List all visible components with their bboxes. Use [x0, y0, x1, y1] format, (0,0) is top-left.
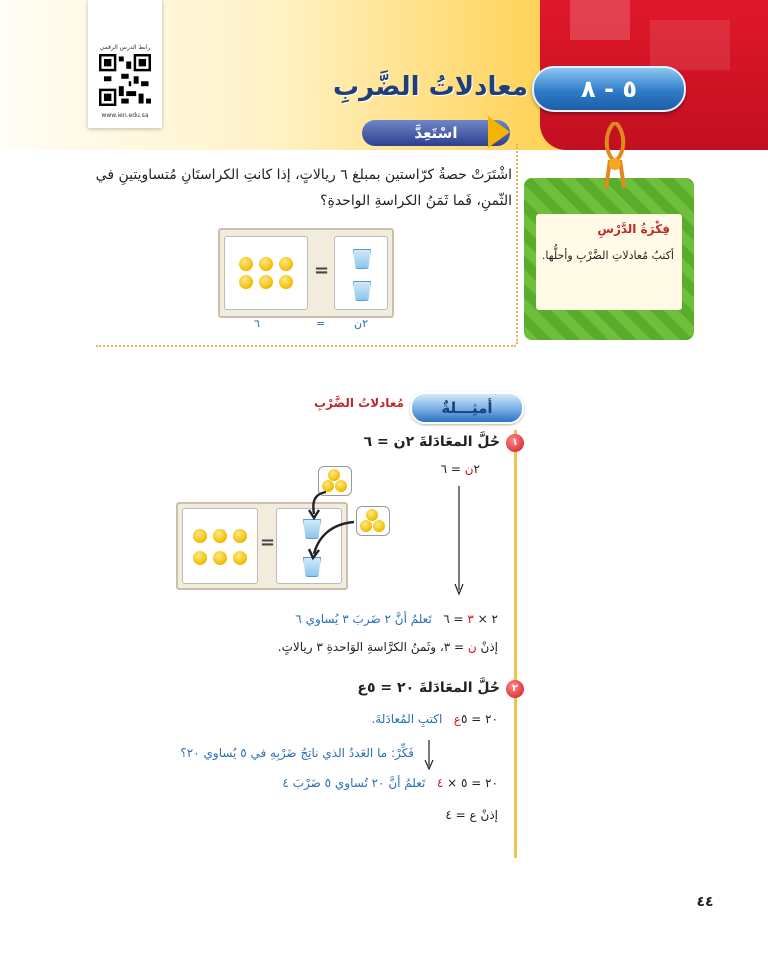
- eq-part: ٢٠ = ٥: [460, 712, 498, 726]
- example-1-heading: حُلَّ المعَادَلةَ ٢ن = ٦: [363, 434, 500, 450]
- rope-knot-icon: [600, 122, 630, 190]
- coin-icon: [213, 551, 227, 565]
- ready-arrow-icon: [488, 116, 510, 148]
- qr-title: رابط الدرس الرقمي: [99, 44, 151, 51]
- page-number: ٤٤: [696, 894, 714, 910]
- eq-part: = ٣، وثَمنُ الكرَّاسةِ الوَاحدةِ ٣ ريالاتٍ.: [277, 640, 468, 654]
- example-1-number: ١: [506, 434, 524, 452]
- coins-tile: [224, 236, 308, 310]
- ready-section-label: اسْتَعِدَّ: [362, 120, 510, 146]
- coin-icon: [193, 529, 207, 543]
- example-2-think-prompt: فَكِّرْ: ما العَددُ الذي ناتِجُ ضَرْبِهِ في ٥ يُساوي ٢٠؟: [180, 746, 414, 760]
- eq-part: = ٦: [443, 612, 468, 626]
- cups-tile: [334, 236, 388, 310]
- coin-icon: [213, 529, 227, 543]
- coin-icon: [328, 469, 340, 481]
- step-note: تَعلمُ أنَّ ٢ ضَربَ ٣ يُساوي ٦: [295, 612, 432, 626]
- examples-label: أمثِـــلةٌ: [410, 392, 524, 424]
- ready-equation-model: [218, 228, 394, 318]
- eq-part: = ٦: [440, 462, 465, 476]
- coin-icon: [233, 529, 247, 543]
- example-1-step: [246, 612, 498, 626]
- equals-sign: =: [314, 260, 330, 281]
- example-2-heading: حُلَّ المعَادَلةَ ٢٠ = ٥ع: [357, 680, 500, 696]
- example-2-equation: [310, 712, 498, 726]
- model-label-equals: =: [316, 317, 326, 330]
- qr-code-icon: [99, 54, 151, 106]
- lesson-title: معادلاتُ الضَّربِ: [332, 72, 528, 102]
- dotted-divider-vertical: [516, 144, 518, 344]
- step-note: اكتبِ المُعادَلةَ.: [371, 712, 443, 726]
- curved-arrow-icon: [296, 484, 366, 574]
- eq-variable: ن: [467, 640, 477, 654]
- coin-icon: [239, 257, 253, 271]
- model-label-right: ٦: [254, 317, 260, 330]
- eq-variable: ن: [464, 462, 474, 476]
- qr-url: www.ien.edu.sa: [101, 112, 149, 119]
- eq-value: ٤: [436, 776, 444, 790]
- eq-variable: ع: [453, 712, 461, 726]
- example-1-equation: [380, 462, 480, 476]
- lesson-idea-title: فِكْرَةُ الدَّرْسِ: [597, 222, 670, 236]
- coin-icon: [239, 275, 253, 289]
- coins-tile: [182, 508, 258, 584]
- cup-icon: [353, 281, 371, 301]
- examples-subtitle: مُعادلاتُ الضَّرْبِ: [313, 396, 404, 410]
- eq-value: ٣: [467, 612, 474, 626]
- coin-icon: [279, 257, 293, 271]
- equals-sign: =: [260, 532, 276, 553]
- example-1-conclusion: [230, 640, 498, 654]
- eq-part: ٢٠ = ٥ ×: [443, 776, 498, 790]
- step-note: تَعلمُ أنَّ ٢٠ تُساوي ٥ ضَرْبَ ٤: [282, 776, 426, 790]
- coin-icon: [259, 257, 273, 271]
- model-label-left: ٢ن: [354, 317, 368, 330]
- cup-icon: [353, 249, 371, 269]
- example-2-step: [236, 776, 498, 790]
- coin-icon: [366, 509, 378, 521]
- lesson-number-badge: ٥ - ٨: [532, 66, 686, 112]
- coin-icon: [193, 551, 207, 565]
- eq-part: ٢ ×: [473, 612, 498, 626]
- dotted-divider-horizontal: [96, 345, 516, 347]
- digital-lesson-qr[interactable]: [88, 0, 162, 128]
- ready-problem-text: اشْتَرَتْ حصةُ كرّاستين بمبلغ ٦ ريالاتٍ، إذا كانتِ الكراستَانِ مُتساويتينِ في الثّمنِ، فَما ثَمَنُ الكراسةِ الواحدةِ؟: [95, 167, 512, 209]
- example-2-conclusion: إذنْ ع = ٤: [445, 808, 498, 822]
- coin-icon: [373, 520, 385, 532]
- examples-margin-line: [514, 430, 517, 858]
- arrow-down-icon: [424, 740, 434, 770]
- coin-icon: [279, 275, 293, 289]
- example-2-number: ٢: [506, 680, 524, 698]
- eq-part: ٢: [473, 462, 480, 476]
- coin-icon: [233, 551, 247, 565]
- arrow-down-icon: [454, 486, 464, 596]
- eq-part: إذنْ: [476, 640, 498, 654]
- coin-icon: [259, 275, 273, 289]
- lesson-idea-text: أكتبُ مُعادلاتِ الضَّرْبِ وأحلُّها.: [541, 249, 674, 262]
